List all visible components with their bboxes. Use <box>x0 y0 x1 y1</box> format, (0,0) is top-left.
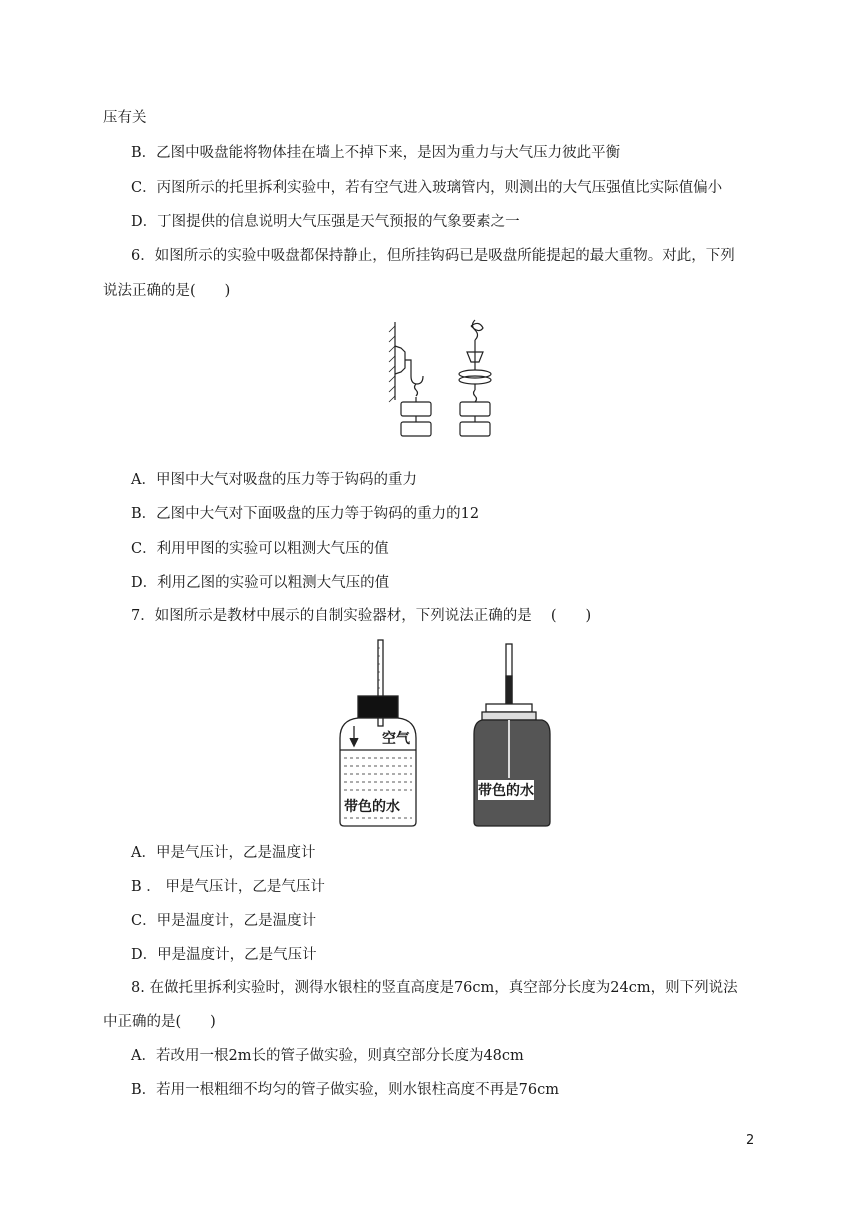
q6-stem-line1: 6．如图所示的实验中吸盘都保持静止，但所挂钩码已是吸盘所能提起的最大重物。对此，下列 <box>131 248 735 264</box>
q8-option-a: A．若改用一根2m长的管子做实验，则真空部分长度为48cm <box>131 1048 524 1064</box>
q8-option-b: B．若用一根粗细不均匀的管子做实验，则水银柱高度不再是76cm <box>131 1082 559 1098</box>
option-b-prev: B．乙图中吸盘能将物体挂在墙上不掉下来，是因为重力与大气压力彼此平衡 <box>131 145 621 161</box>
label-water-right: 带色的水 <box>478 780 534 800</box>
suction-cup-figure <box>385 318 515 454</box>
q8-stem-line2: 中正确的是( ) <box>103 1014 216 1030</box>
option-d-prev: D．丁图提供的信息说明大气压强是天气预报的气象要素之一 <box>131 214 520 230</box>
q7-option-a: A．甲是气压计，乙是温度计 <box>131 845 316 861</box>
q7-option-d: D．甲是温度计，乙是气压计 <box>131 947 317 963</box>
q6-stem-line2: 说法正确的是( ) <box>103 283 231 299</box>
q6-option-b: B．乙图中大气对下面吸盘的压力等于钩码的重力的12 <box>131 506 480 522</box>
q8-stem-line1: 8. 在做托里拆利实验时，测得水银柱的竖直高度是76cm，真空部分长度为24cm，则下列说法 <box>131 980 738 996</box>
option-c-prev: C．丙图所示的托里拆利实验中，若有空气进入玻璃管内，则测出的大气压强值比实际值偏小 <box>131 180 723 196</box>
q6-option-d: D．利用乙图的实验可以粗测大气压的值 <box>131 575 390 591</box>
q6-option-c: C．利用甲图的实验可以粗测大气压的值 <box>131 541 389 557</box>
bottle-figure <box>336 638 556 828</box>
q7-option-b: B ． 甲是气压计，乙是气压计 <box>131 879 325 895</box>
q7-stem: 7．如图所示是教材中展示的自制实验器材，下列说法正确的是 ( ) <box>131 608 592 624</box>
line-continued: 压有关 <box>103 110 147 126</box>
q7-option-c: C．甲是温度计，乙是温度计 <box>131 913 317 929</box>
q6-option-a: A．甲图中大气对吸盘的压力等于钩码的重力 <box>131 472 417 488</box>
label-air: 空气 <box>382 731 410 747</box>
page-number: 2 <box>746 1133 755 1148</box>
label-water-left: 带色的水 <box>344 796 400 816</box>
